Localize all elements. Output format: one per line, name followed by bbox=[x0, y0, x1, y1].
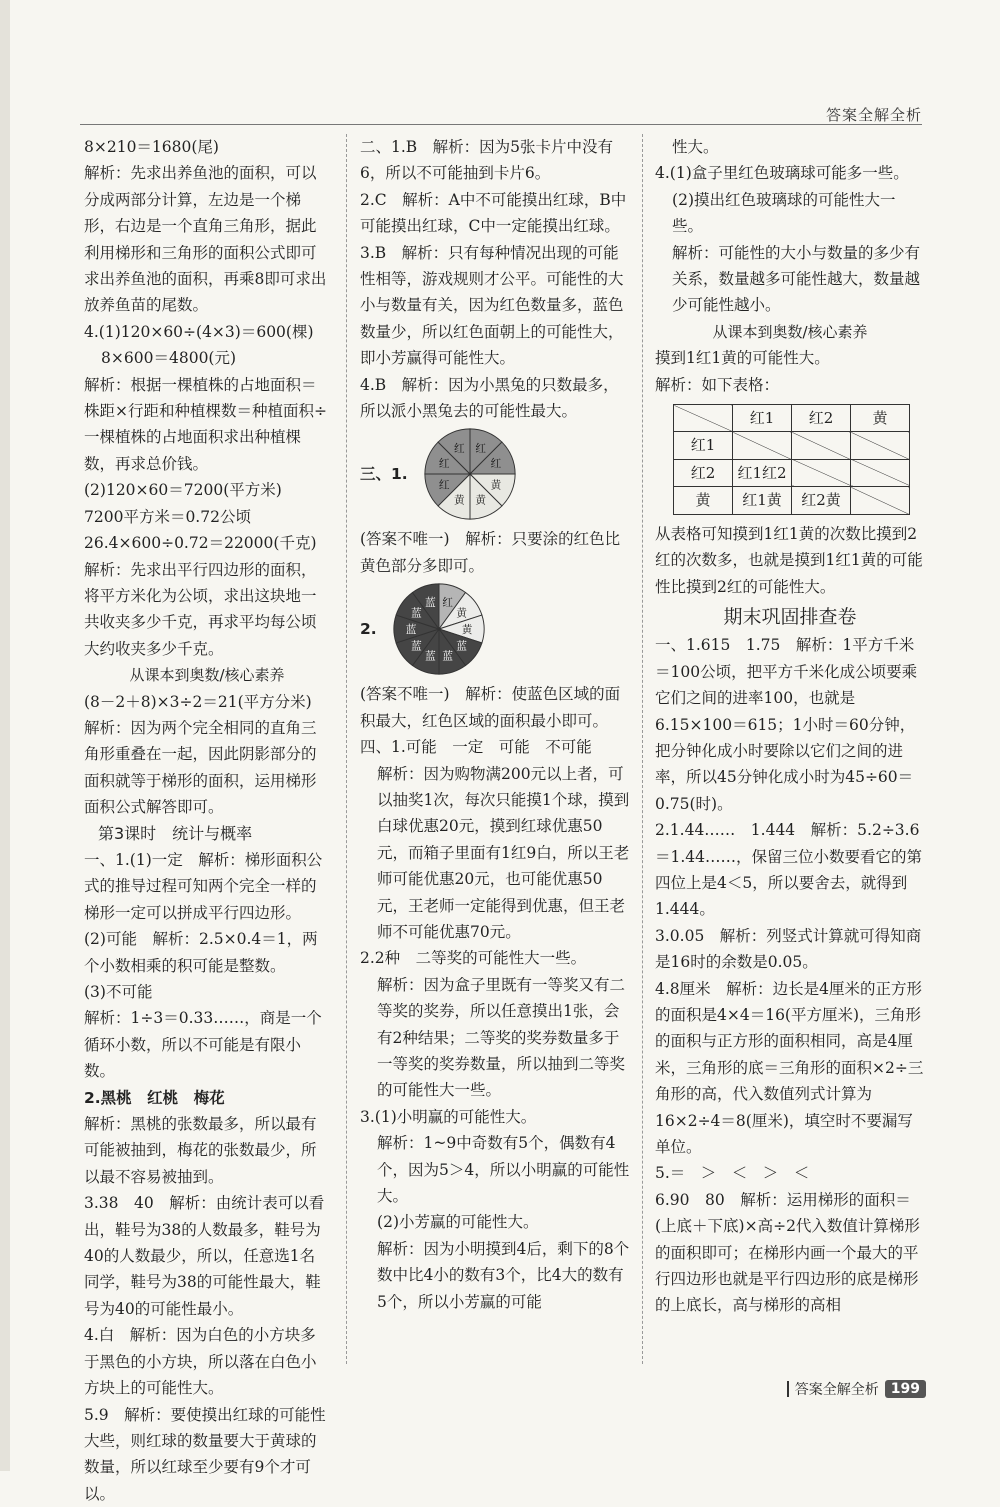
pie-slice-label: 蓝 bbox=[411, 607, 422, 620]
analysis-para: 解析：先求出平行四边形的面积，将平方米化为公顷，求出这块地一共收夹多少千克，再求平均每公顷大约收夹多少千克。 bbox=[84, 557, 330, 663]
pie-slice-label: 黄 bbox=[454, 494, 465, 507]
answer-para: 5.＝ ＞ ＜ ＞ ＜ bbox=[655, 1160, 925, 1186]
pie-slice-label: 蓝 bbox=[425, 597, 436, 610]
answer-para: 3.B 解析：只有每种情况出现的可能性相等，游戏规则才公平。可能性的大小与数量有关，因为红色数量多，蓝色数量少，所以红色面朝上的可能性大，即小芳赢得可能性大。 bbox=[360, 240, 630, 372]
pie-slice-label: 蓝 bbox=[405, 623, 416, 636]
text-line: (8－2＋8)×3÷2＝21(平方分米) bbox=[84, 689, 330, 715]
table-cell: 红2黄 bbox=[792, 487, 851, 514]
column-1 bbox=[84, 134, 330, 1507]
column-2 bbox=[360, 134, 630, 1315]
table-cell bbox=[851, 432, 910, 459]
analysis-para: 解析：根据一棵植株的占地面积＝株距×行距和种植棵数＝种植面积÷一棵植株的占地面积求出种植棵数，再求总价钱。 bbox=[84, 372, 330, 478]
text-line: 8×210＝1680(尾) bbox=[84, 134, 330, 160]
pie-slice-label: 红 bbox=[454, 443, 465, 455]
section-label: 2. bbox=[360, 616, 377, 642]
table-cell: 红2 bbox=[674, 459, 733, 486]
table-row bbox=[674, 432, 910, 459]
table-row bbox=[674, 459, 910, 486]
answer-para: (2)小芳赢的可能性大。 bbox=[360, 1209, 630, 1235]
analysis-para: 解析：1~9中奇数有5个，偶数有4个，因为5＞4，所以小明赢的可能性大。 bbox=[360, 1130, 630, 1209]
answer-para: 4.(1)盒子里红色玻璃球可能多一些。 bbox=[655, 160, 925, 186]
answer-line: 2.黑桃 红桃 梅花 bbox=[84, 1085, 330, 1111]
table-cell: 红1黄 bbox=[733, 487, 792, 514]
table-cell bbox=[733, 432, 792, 459]
table-cell bbox=[851, 459, 910, 486]
table-cell: 红1红2 bbox=[733, 459, 792, 486]
page-footer bbox=[787, 1379, 926, 1399]
analysis-para: 解析：1÷3＝0.33……，商是一个循环小数，所以不可能是有限小数。 bbox=[84, 1005, 330, 1084]
answer-para: 4.B 解析：因为小黑兔的只数最多，所以派小黑兔去的可能性最大。 bbox=[360, 372, 630, 425]
subsection-title: 从课本到奥数/核心素养 bbox=[655, 319, 925, 345]
analysis-para: 解析：因为小明摸到4后，剩下的8个数中比4小的数有3个，比4大的数有5个，所以小芳赢的可能 bbox=[360, 1236, 630, 1315]
section-label: 三、1. bbox=[360, 461, 408, 487]
text-line: 26.4×600÷0.72＝22000(千克) bbox=[84, 530, 330, 556]
pie-slice-label: 黄 bbox=[461, 623, 472, 636]
pie-slice-label: 红 bbox=[442, 598, 453, 610]
answer-para: 4.8厘米 解析：边长是4厘米的正方形的面积是4×4＝16(平方厘米)，三角形的面积与正方形的面积相同，高是4厘米，三角形的底＝三角形的面积×2÷三角形的高，代入数值列式计算为16×2÷4＝8(厘米)，填空时不要漏写单位。 bbox=[655, 976, 925, 1161]
table-cell bbox=[674, 405, 733, 432]
column-divider bbox=[642, 134, 643, 1364]
table-cell: 黄 bbox=[851, 405, 910, 432]
section-title: 期末巩固排查卷 bbox=[655, 604, 925, 630]
pie-slice-label: 黄 bbox=[456, 607, 467, 620]
pie-slice-label: 红 bbox=[439, 459, 450, 471]
subsection-title: 从课本到奥数/核心素养 bbox=[84, 662, 330, 688]
footer-bar bbox=[787, 1381, 789, 1397]
answer-para: 二、1.B 解析：因为5张卡片中没有6，所以不可能抽到卡片6。 bbox=[360, 134, 630, 187]
pie-chart-1 bbox=[422, 426, 518, 522]
pie-row-1 bbox=[360, 426, 630, 522]
table-cell bbox=[851, 487, 910, 514]
pie-slice-label: 红 bbox=[475, 443, 486, 455]
pie-slice-label: 黄 bbox=[490, 479, 501, 492]
answer-line: 4.(1)120×60÷(4×3)＝600(棵) bbox=[84, 319, 330, 345]
answer-para: 3.0.05 解析：列竖式计算就可得知商是16时的余数是0.05。 bbox=[655, 923, 925, 976]
text-line: 解析：如下表格： bbox=[655, 372, 925, 398]
pie-slice-label: 蓝 bbox=[442, 650, 453, 663]
analysis-para: 解析：因为两个完全相同的直角三角形重叠在一起，因此阴影部分的面积就等于梯形的面积，运用梯形面积公式解答即可。 bbox=[84, 715, 330, 821]
answer-para: 2.2种 二等奖的可能性大一些。 bbox=[360, 945, 630, 971]
pie-slice-label: 红 bbox=[439, 480, 450, 492]
answer-para: (答案不唯一) 解析：使蓝色区域的面积最大，红色区域的面积最小即可。 bbox=[360, 681, 630, 734]
probability-table bbox=[673, 404, 910, 515]
pie-slice-label: 黄 bbox=[475, 494, 486, 507]
lesson-title: 第3课时 统计与概率 bbox=[84, 821, 330, 847]
analysis-para: 解析：黑桃的张数最多，所以最有可能被抽到，梅花的张数最少，所以最不容易被抽到。 bbox=[84, 1111, 330, 1190]
answer-para: 3.(1)小明赢的可能性大。 bbox=[360, 1104, 630, 1130]
footer-label: 答案全解全析 bbox=[795, 1379, 879, 1399]
text-line: (3)不可能 bbox=[84, 979, 330, 1005]
answer-para: 一、1.(1)一定 解析：梯形面积公式的推导过程可知两个完全一样的梯形一定可以拼成平行四边形。 bbox=[84, 847, 330, 926]
table-cell: 红1 bbox=[733, 405, 792, 432]
text-line: 性大。 bbox=[655, 134, 925, 160]
answer-para: 5.9 解析：要使摸出红球的可能性大些，则红球的数量要大于黄球的数量，所以红球至少要有9个才可以。 bbox=[84, 1402, 330, 1507]
answer-para: 4.白 解析：因为白色的小方块多于黑色的小方块，所以落在白色小方块上的可能性大。 bbox=[84, 1322, 330, 1401]
answer-para: 一、1.615 1.75 解析：1平方千米＝100公顷，把平方千米化成公顷要乘它们之间的进率100，也就是6.15×100＝615；1小时＝60分钟，把分钟化成小时要除以它们之间的进率，所以45分钟化成小时为45÷60＝0.75(时)。 bbox=[655, 632, 925, 817]
text-line: (2)120×60＝7200(平方米) bbox=[84, 477, 330, 503]
page-number: 199 bbox=[885, 1380, 926, 1398]
table-row bbox=[674, 487, 910, 514]
analysis-para: 从表格可知摸到1红1黄的次数比摸到2红的次数多，也就是摸到1红1黄的可能性比摸到2红的可能性大。 bbox=[655, 521, 925, 600]
answer-para: (答案不唯一) 解析：只要涂的红色比黄色部分多即可。 bbox=[360, 526, 630, 579]
column-divider bbox=[346, 134, 347, 1364]
answer-para: 2.C 解析：A中不可能摸出红球，B中可能摸出红球，C中一定能摸出红球。 bbox=[360, 187, 630, 240]
analysis-para: 解析：因为购物满200元以上者，可以抽奖1次，每次只能摸1个球，摸到白球优惠20元，摸到红球优惠50元，而箱子里面有1红9白，所以王老师可能优惠20元，也可能优惠50元，王老师一定能得到优惠，但王老师不可能优惠70元。 bbox=[360, 761, 630, 946]
answer-para: 2.1.44…… 1.444 解析：5.2÷3.6＝1.44……，保留三位小数要看它的第四位上是4＜5，所以要舍去，就得到1.444。 bbox=[655, 817, 925, 923]
table-cell: 红1 bbox=[674, 432, 733, 459]
header-title: 答案全解全析 bbox=[826, 104, 922, 125]
answer-para: (2)可能 解析：2.5×0.4＝1，两个小数相乘的积可能是整数。 bbox=[84, 926, 330, 979]
column-3 bbox=[655, 134, 925, 1319]
table-cell bbox=[792, 432, 851, 459]
pie-slice-label: 蓝 bbox=[411, 640, 422, 653]
text-line: 摸到1红1黄的可能性大。 bbox=[655, 345, 925, 371]
answer-para: 四、1.可能 一定 可能 不可能 bbox=[360, 734, 630, 760]
text-line: 7200平方米＝0.72公顷 bbox=[84, 504, 330, 530]
table-cell: 红2 bbox=[792, 405, 851, 432]
analysis-para: 解析：可能性的大小与数量的多少有关系，数量越多可能性越大，数量越少可能性越小。 bbox=[655, 240, 925, 319]
header-rule bbox=[80, 124, 922, 125]
text-line: 8×600＝4800(元) bbox=[84, 345, 330, 371]
page-edge bbox=[0, 0, 10, 1471]
pie-row-2 bbox=[360, 581, 630, 677]
table-header-row bbox=[674, 405, 910, 432]
answer-para: 3.38 40 解析：由统计表可以看出，鞋号为38的人数最多，鞋号为40的人数最少，所以，任意选1名同学，鞋号为38的可能性最大，鞋号为40的可能性最小。 bbox=[84, 1190, 330, 1322]
answer-para: 6.90 80 解析：运用梯形的面积＝(上底＋下底)×高÷2代入数值计算梯形的面积即可；在梯形内画一个最大的平行四边形也就是平行四边形的底是梯形的上底长，高与梯形的高相 bbox=[655, 1187, 925, 1319]
analysis-para: 解析：先求出养鱼池的面积，可以分成两部分计算，左边是一个梯形，右边是一个直角三角形，据此利用梯形和三角形的面积公式即可求出养鱼池的面积，再乘8即可求出放养鱼苗的尾数。 bbox=[84, 160, 330, 318]
pie-slice-label: 红 bbox=[490, 459, 501, 471]
pie-chart-2 bbox=[391, 581, 487, 677]
pie-slice-label: 蓝 bbox=[425, 650, 436, 663]
pie-slice-label: 蓝 bbox=[456, 640, 467, 653]
analysis-para: 解析：因为盒子里既有一等奖又有二等奖的奖券，所以任意摸出1张，会有2种结果；二等奖的奖券数量多于一等奖的奖券数量，所以抽到二等奖的可能性大一些。 bbox=[360, 972, 630, 1104]
answer-para: (2)摸出红色玻璃球的可能性大一些。 bbox=[655, 187, 925, 240]
table-cell bbox=[792, 459, 851, 486]
table-cell: 黄 bbox=[674, 487, 733, 514]
